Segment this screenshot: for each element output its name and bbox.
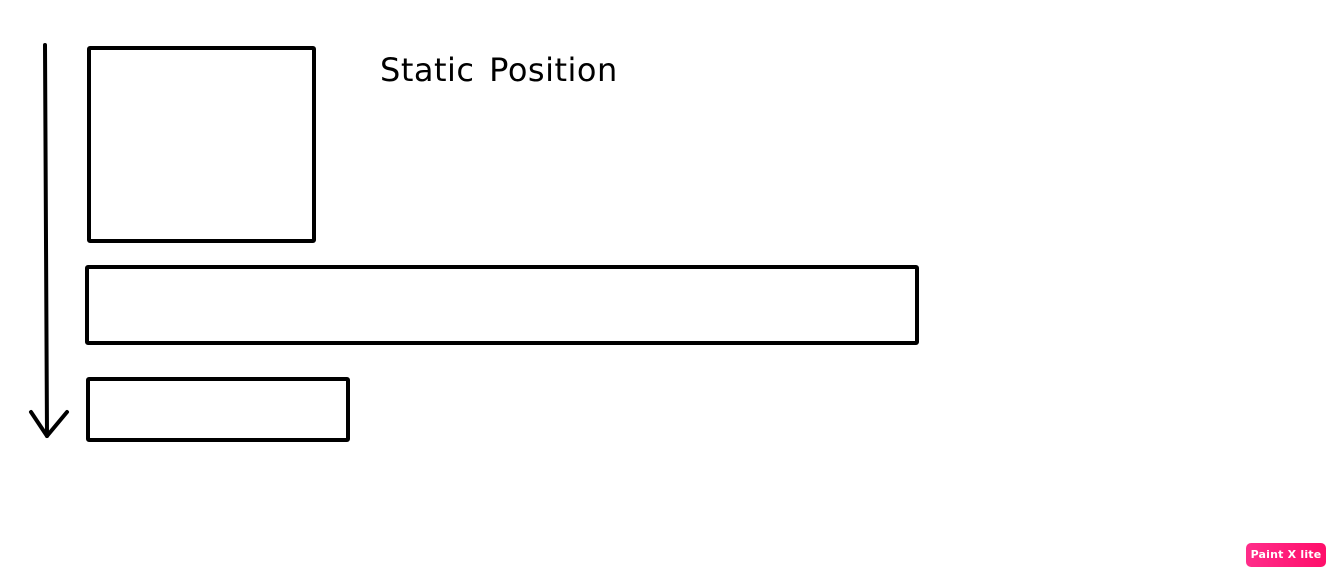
block-box-2: [87, 267, 917, 343]
arrow-down-icon: [31, 412, 67, 436]
paint-x-lite-watermark: Paint X lite: [1246, 543, 1326, 567]
diagram-title: Static Position: [380, 51, 618, 89]
flow-arrow-shaft: [45, 45, 47, 436]
block-box-3: [88, 379, 348, 440]
block-box-1: [89, 48, 314, 241]
flow-arrow: [31, 45, 67, 436]
